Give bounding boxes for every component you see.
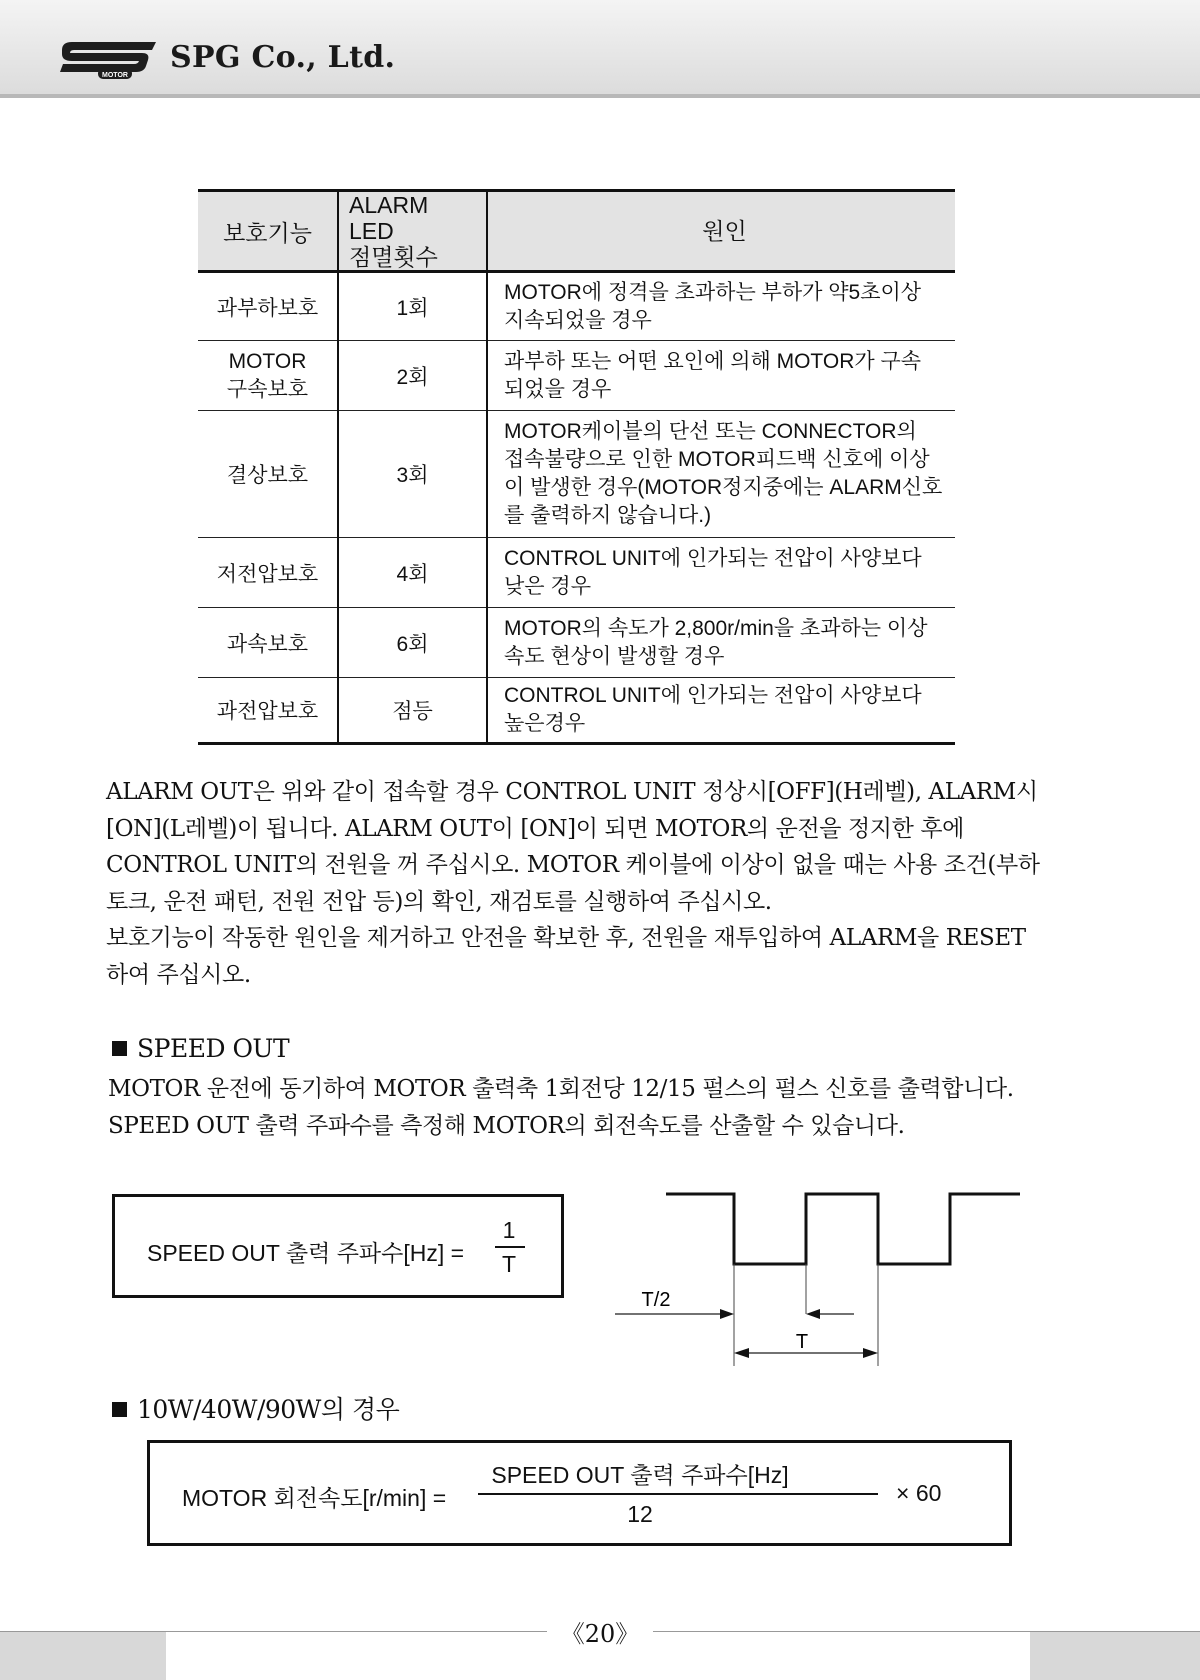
column-header: 보호기능	[198, 191, 338, 272]
formula-multiplier: × 60	[896, 1480, 942, 1506]
svg-text:MOTOR: MOTOR	[102, 72, 128, 79]
table-row	[198, 678, 955, 744]
fraction-bar	[495, 1246, 525, 1248]
company-name: SPG Co., Ltd.	[170, 40, 396, 75]
blink-count: 6회	[338, 608, 487, 678]
blink-count: 2회	[338, 341, 487, 411]
table-row	[198, 411, 955, 538]
speed-out-paragraph: MOTOR 운전에 동기하여 MOTOR 출력축 1회전당 12/15 펄스의 펄스 신호를 출력합니다. SPEED OUT 출력 주파수를 측정해 MOTOR의 회전속도를 산출할 수 있습니다.	[108, 1076, 1014, 1139]
blink-count: 3회	[338, 411, 487, 538]
case-heading: 10W/40W/90W의 경우	[112, 1390, 399, 1426]
page-header	[0, 0, 1200, 98]
table-header-row	[198, 191, 955, 272]
blink-count: 4회	[338, 538, 487, 608]
protection-function: 과속보호	[198, 608, 338, 678]
table-row	[198, 341, 955, 411]
blink-count: 점등	[338, 678, 487, 744]
protection-function: 과부하보호	[198, 272, 338, 341]
column-header: 원인	[487, 191, 955, 272]
table-row	[198, 608, 955, 678]
protection-function: 결상보호	[198, 411, 338, 538]
protection-function: 과전압보호	[198, 678, 338, 744]
speed-out-waveform	[610, 1180, 1030, 1370]
formula-denominator: T	[501, 1251, 517, 1277]
cause: MOTOR케이블의 단선 또는 CONNECTOR의 접속불량으로 인한 MOTOR피드백 신호에 이상 이 발생한 경우(MOTOR정지중에는 ALARM신호 를 출력하지 않습니다.)	[487, 411, 955, 538]
table-row	[198, 538, 955, 608]
column-header: ALARM LED 점멸횟수	[338, 191, 487, 272]
formula-numerator: SPEED OUT 출력 주파수[Hz]	[491, 1462, 789, 1488]
spg-logo	[58, 38, 158, 80]
square-bullet-icon	[112, 1402, 127, 1417]
speed-out-heading: SPEED OUT	[112, 1034, 289, 1063]
table-row	[198, 272, 955, 341]
period-label: T	[795, 1331, 809, 1353]
rpm-formula-box	[147, 1440, 1012, 1546]
frequency-formula-label: SPEED OUT 출력 주파수[Hz] =	[147, 1240, 465, 1266]
cause: MOTOR의 속도가 2,800r/min을 초과하는 이상 속도 현상이 발생할 경우	[487, 608, 955, 678]
half-period-label: T/2	[641, 1289, 671, 1311]
rpm-formula-label: MOTOR 회전속도[r/min] =	[182, 1485, 447, 1511]
protection-function: MOTOR 구속보호	[198, 341, 338, 411]
formula-numerator: 1	[502, 1217, 516, 1243]
cause: 과부하 또는 어떤 요인에 의해 MOTOR가 구속 되었을 경우	[487, 341, 955, 411]
square-bullet-icon	[112, 1041, 127, 1056]
formula-denominator: 12	[627, 1501, 653, 1527]
cause: CONTROL UNIT에 인가되는 전압이 사양보다 높은경우	[487, 678, 955, 744]
blink-count: 1회	[338, 272, 487, 341]
frequency-formula-box	[112, 1194, 564, 1298]
page-number: 《20》	[0, 1614, 1200, 1649]
alarm-table	[198, 189, 955, 745]
cause: CONTROL UNIT에 인가되는 전압이 사양보다 낮은 경우	[487, 538, 955, 608]
fraction-bar	[478, 1493, 878, 1495]
alarm-out-paragraph: ALARM OUT은 위와 같이 접속할 경우 CONTROL UNIT 정상시[OFF](H레벨), ALARM시 [ON](L레벨)이 됩니다. ALARM OUT이 [ON]이 되면 MOTOR의 운전을 정지한 후에 CONTROL UNIT의 전원을 꺼 주십시오. MOTOR 케이블에 이상이 없을 때는 사용 조건(부하 토크, 운전 패턴, 전원 전압 등)의 확인, 재검토를 실행하여 주십시오. 보호기능이 작동한 원인을 제거하고 안전을 확보한 후, 전원을 재투입하여 ALARM을 RESET 하여 주십시오.	[106, 779, 1040, 988]
cause: MOTOR에 정격을 초과하는 부하가 약5초이상 지속되었을 경우	[487, 272, 955, 341]
protection-function: 저전압보호	[198, 538, 338, 608]
